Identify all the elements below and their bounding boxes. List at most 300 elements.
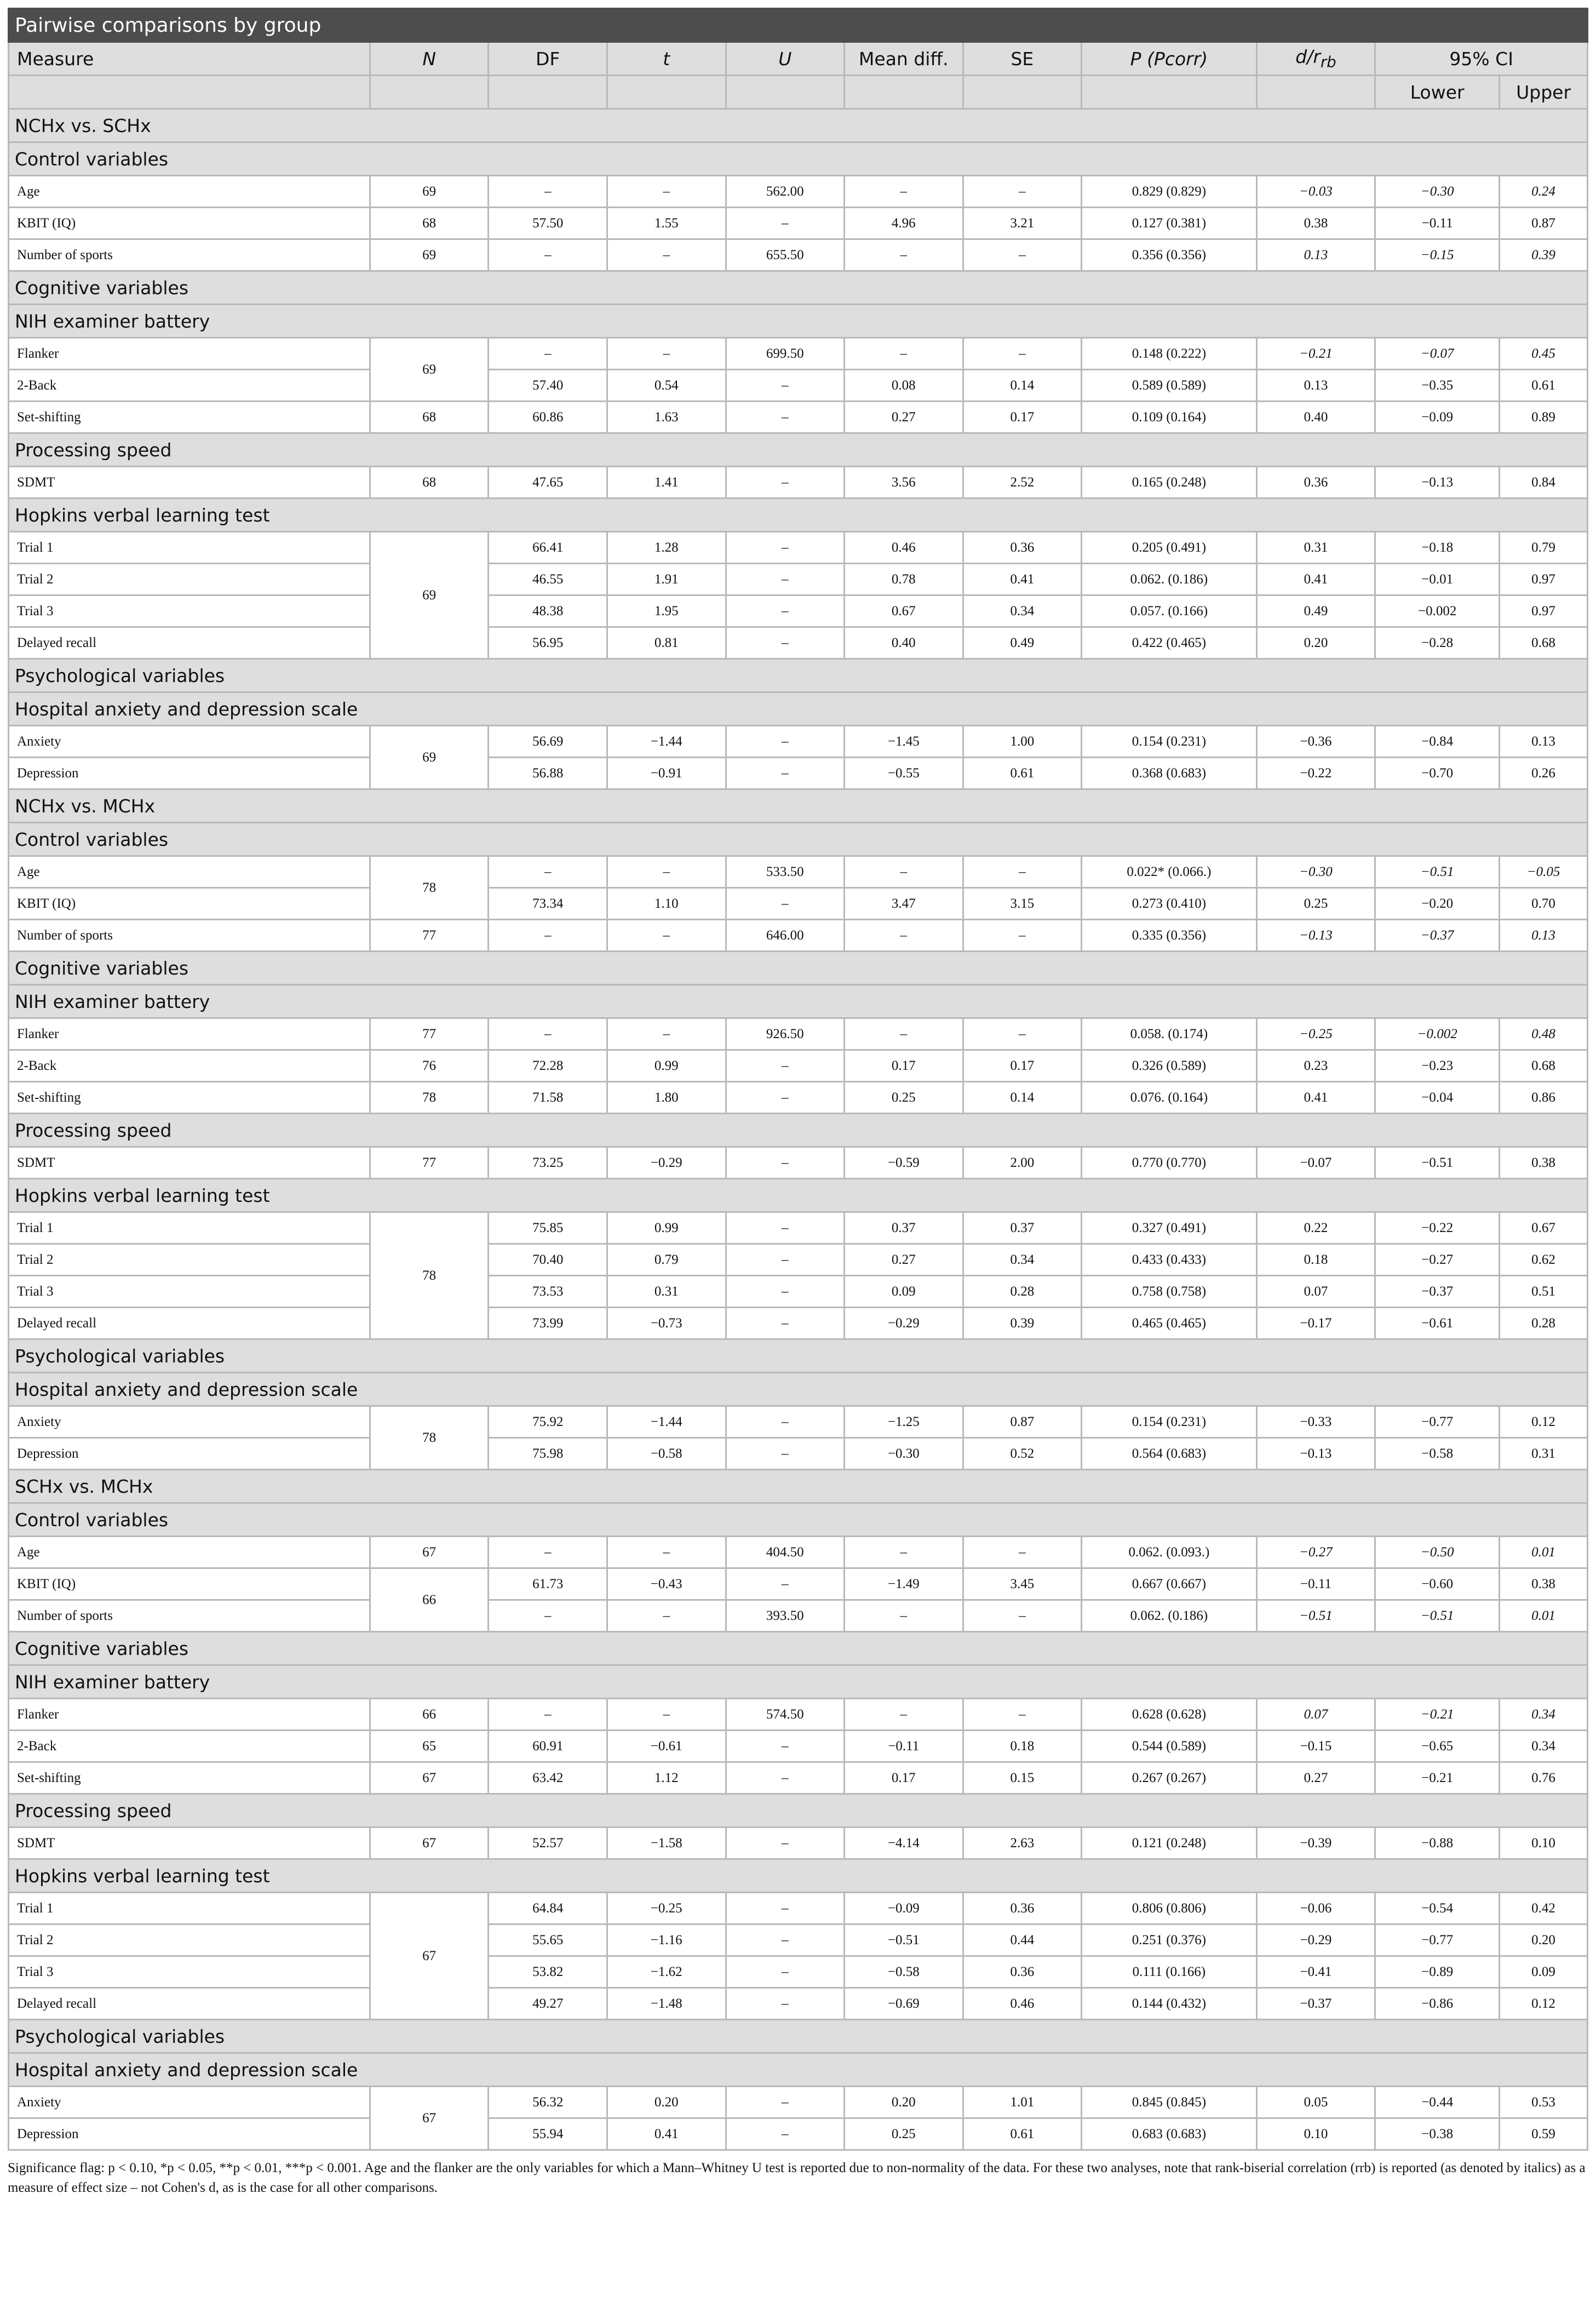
se-cell: 0.41 [963, 564, 1082, 595]
effect-size-cell: 0.10 [1256, 2118, 1375, 2150]
ci-lower-cell: −0.88 [1375, 1827, 1500, 1859]
effect-size-cell: 0.31 [1256, 532, 1375, 564]
mean-diff-cell: 0.17 [845, 1050, 963, 1082]
ci-upper-cell: 0.01 [1500, 1537, 1588, 1568]
t-cell: – [607, 1018, 726, 1050]
header-p: P (Pcorr) [1082, 42, 1257, 76]
header-effect-sub: rb [1320, 53, 1336, 71]
table-row [9, 1699, 1588, 1731]
section-row [9, 1794, 1588, 1827]
table-row [9, 1568, 1588, 1600]
df-cell: 48.38 [489, 595, 607, 627]
ci-lower-cell: −0.07 [1375, 338, 1500, 370]
t-cell: – [607, 1699, 726, 1731]
subheader-blank [963, 76, 1082, 109]
measure-cell: Delayed recall [9, 627, 370, 659]
ci-upper-cell: 0.42 [1500, 1893, 1588, 1924]
measure-cell: Trial 3 [9, 1276, 370, 1308]
t-cell: – [607, 176, 726, 208]
df-cell: 66.41 [489, 532, 607, 564]
measure-cell: 2-Back [9, 370, 370, 402]
se-cell: 0.44 [963, 1924, 1082, 1956]
effect-size-cell: −0.15 [1256, 1731, 1375, 1762]
se-cell: 0.36 [963, 1893, 1082, 1924]
subheader-blank [1256, 76, 1375, 109]
df-cell: 73.53 [489, 1276, 607, 1308]
n-cell: 69 [370, 176, 489, 208]
p-cell: 0.806 (0.806) [1082, 1893, 1257, 1924]
ci-lower-cell: −0.21 [1375, 1699, 1500, 1731]
mean-diff-cell: 0.37 [845, 1212, 963, 1244]
ci-lower-cell: −0.86 [1375, 1988, 1500, 2020]
n-cell: 78 [370, 1406, 489, 1470]
mean-diff-cell: – [845, 239, 963, 271]
effect-size-cell: −0.39 [1256, 1827, 1375, 1859]
df-cell: – [489, 176, 607, 208]
section-row [9, 659, 1588, 692]
section-label: Hospital anxiety and depression scale [9, 2053, 1588, 2087]
section-row [9, 1665, 1588, 1699]
ci-lower-cell: −0.04 [1375, 1082, 1500, 1114]
u-cell: 533.50 [726, 856, 845, 888]
ci-upper-cell: 0.59 [1500, 2118, 1588, 2150]
u-cell: – [726, 1082, 845, 1114]
mean-diff-cell: −0.30 [845, 1438, 963, 1470]
measure-cell: Anxiety [9, 1406, 370, 1438]
section-row [9, 305, 1588, 338]
t-cell: – [607, 920, 726, 952]
subheader-blank [607, 76, 726, 109]
p-cell: 0.589 (0.589) [1082, 370, 1257, 402]
measure-cell: Depression [9, 1438, 370, 1470]
u-cell: 404.50 [726, 1537, 845, 1568]
section-label: Psychological variables [9, 659, 1588, 692]
section-label: Processing speed [9, 433, 1588, 467]
se-cell: 0.14 [963, 1082, 1082, 1114]
table-row [9, 758, 1588, 789]
t-cell: 0.20 [607, 2087, 726, 2118]
section-label: NIH examiner battery [9, 985, 1588, 1018]
header-u: U [726, 42, 845, 76]
ci-lower-cell: −0.50 [1375, 1537, 1500, 1568]
section-label: Hopkins verbal learning test [9, 1859, 1588, 1893]
ci-lower-cell: −0.60 [1375, 1568, 1500, 1600]
u-cell: 655.50 [726, 239, 845, 271]
se-cell: 0.36 [963, 1956, 1082, 1988]
t-cell: −1.62 [607, 1956, 726, 1988]
se-cell: 1.00 [963, 726, 1082, 758]
ci-lower-cell: −0.51 [1375, 856, 1500, 888]
table-row [9, 1893, 1588, 1924]
se-cell: 0.61 [963, 758, 1082, 789]
table-row [9, 338, 1588, 370]
section-row [9, 952, 1588, 985]
se-cell: 0.87 [963, 1406, 1082, 1438]
header-se: SE [963, 42, 1082, 76]
u-cell: – [726, 1406, 845, 1438]
n-cell: 69 [370, 338, 489, 402]
t-cell: 0.54 [607, 370, 726, 402]
u-cell: – [726, 1276, 845, 1308]
p-cell: 0.683 (0.683) [1082, 2118, 1257, 2150]
mean-diff-cell: – [845, 338, 963, 370]
ci-upper-cell: 0.20 [1500, 1924, 1588, 1956]
t-cell: 0.31 [607, 1276, 726, 1308]
t-cell: −0.58 [607, 1438, 726, 1470]
t-cell: – [607, 338, 726, 370]
t-cell: 1.12 [607, 1762, 726, 1794]
u-cell: – [726, 2087, 845, 2118]
effect-size-cell: 0.13 [1256, 239, 1375, 271]
df-cell: 57.40 [489, 370, 607, 402]
se-cell: 0.15 [963, 1762, 1082, 1794]
subheader-blank [9, 76, 370, 109]
t-cell: 1.95 [607, 595, 726, 627]
subheader-row [9, 76, 1588, 109]
ci-upper-cell: 0.70 [1500, 888, 1588, 920]
section-label: Hospital anxiety and depression scale [9, 1373, 1588, 1406]
mean-diff-cell: 0.17 [845, 1762, 963, 1794]
u-cell: – [726, 1308, 845, 1339]
ci-lower-cell: −0.28 [1375, 627, 1500, 659]
measure-cell: Number of sports [9, 239, 370, 271]
n-cell: 66 [370, 1568, 489, 1632]
effect-size-cell: −0.33 [1256, 1406, 1375, 1438]
section-label: Psychological variables [9, 2020, 1588, 2053]
t-cell: −1.44 [607, 1406, 726, 1438]
u-cell: – [726, 1147, 845, 1179]
n-cell: 67 [370, 1827, 489, 1859]
measure-cell: SDMT [9, 467, 370, 499]
se-cell: – [963, 1537, 1082, 1568]
measure-cell: Trial 3 [9, 1956, 370, 1988]
section-row [9, 692, 1588, 726]
df-cell: 55.65 [489, 1924, 607, 1956]
subheader-blank [845, 76, 963, 109]
section-row [9, 1859, 1588, 1893]
mean-diff-cell: – [845, 1018, 963, 1050]
ci-lower-cell: −0.20 [1375, 888, 1500, 920]
se-cell: – [963, 920, 1082, 952]
ci-lower-cell: −0.18 [1375, 532, 1500, 564]
section-row [9, 499, 1588, 532]
mean-diff-cell: 4.96 [845, 208, 963, 239]
section-row [9, 2020, 1588, 2053]
section-label: Processing speed [9, 1794, 1588, 1827]
ci-upper-cell: 0.53 [1500, 2087, 1588, 2118]
n-cell: 77 [370, 1018, 489, 1050]
header-ci-upper: Upper [1500, 76, 1588, 109]
se-cell: 0.36 [963, 532, 1082, 564]
ci-lower-cell: −0.21 [1375, 1762, 1500, 1794]
mean-diff-cell: 0.25 [845, 2118, 963, 2150]
table-row [9, 532, 1588, 564]
t-cell: −0.25 [607, 1893, 726, 1924]
n-cell: 78 [370, 1082, 489, 1114]
section-label: Control variables [9, 823, 1588, 856]
header-ci-lower: Lower [1375, 76, 1500, 109]
effect-size-cell: −0.36 [1256, 726, 1375, 758]
t-cell: −1.44 [607, 726, 726, 758]
ci-upper-cell: 0.48 [1500, 1018, 1588, 1050]
p-cell: 0.368 (0.683) [1082, 758, 1257, 789]
section-label: Hopkins verbal learning test [9, 1179, 1588, 1212]
table-row [9, 1827, 1588, 1859]
n-cell: 78 [370, 1212, 489, 1339]
u-cell: – [726, 1731, 845, 1762]
u-cell: 646.00 [726, 920, 845, 952]
p-cell: 0.564 (0.683) [1082, 1438, 1257, 1470]
section-label: NIH examiner battery [9, 1665, 1588, 1699]
t-cell: 1.80 [607, 1082, 726, 1114]
ci-lower-cell: −0.61 [1375, 1308, 1500, 1339]
n-cell: 67 [370, 2087, 489, 2150]
n-cell: 77 [370, 920, 489, 952]
ci-lower-cell: −0.15 [1375, 239, 1500, 271]
table-title-row [9, 9, 1588, 42]
p-cell: 0.770 (0.770) [1082, 1147, 1257, 1179]
p-cell: 0.267 (0.267) [1082, 1762, 1257, 1794]
ci-upper-cell: 0.62 [1500, 1244, 1588, 1276]
se-cell: 0.18 [963, 1731, 1082, 1762]
t-cell: 1.10 [607, 888, 726, 920]
table-row [9, 2087, 1588, 2118]
section-label: Processing speed [9, 1114, 1588, 1147]
mean-diff-cell: −0.58 [845, 1956, 963, 1988]
t-cell: 1.41 [607, 467, 726, 499]
u-cell: – [726, 1568, 845, 1600]
header-t: t [607, 42, 726, 76]
table-row [9, 1537, 1588, 1568]
ci-lower-cell: −0.30 [1375, 176, 1500, 208]
ci-upper-cell: 0.34 [1500, 1699, 1588, 1731]
section-label: Hopkins verbal learning test [9, 499, 1588, 532]
section-row [9, 789, 1588, 823]
mean-diff-cell: 0.25 [845, 1082, 963, 1114]
u-cell: 574.50 [726, 1699, 845, 1731]
subheader-blank [726, 76, 845, 109]
p-cell: 0.148 (0.222) [1082, 338, 1257, 370]
mean-diff-cell: – [845, 176, 963, 208]
ci-upper-cell: 0.01 [1500, 1600, 1588, 1632]
df-cell: 57.50 [489, 208, 607, 239]
mean-diff-cell: 0.27 [845, 402, 963, 433]
effect-size-cell: 0.07 [1256, 1699, 1375, 1731]
mean-diff-cell: – [845, 1699, 963, 1731]
effect-size-cell: −0.27 [1256, 1537, 1375, 1568]
subheader-blank [1082, 76, 1257, 109]
t-cell: – [607, 1537, 726, 1568]
p-cell: 0.845 (0.845) [1082, 2087, 1257, 2118]
effect-size-cell: −0.13 [1256, 920, 1375, 952]
ci-upper-cell: 0.76 [1500, 1762, 1588, 1794]
measure-cell: Flanker [9, 1699, 370, 1731]
section-row [9, 985, 1588, 1018]
table-row [9, 1050, 1588, 1082]
df-cell: – [489, 856, 607, 888]
table-row [9, 1212, 1588, 1244]
ci-lower-cell: −0.09 [1375, 402, 1500, 433]
ci-upper-cell: 0.97 [1500, 595, 1588, 627]
table-row [9, 1438, 1588, 1470]
t-cell: 0.79 [607, 1244, 726, 1276]
section-label: Cognitive variables [9, 952, 1588, 985]
ci-upper-cell: 0.28 [1500, 1308, 1588, 1339]
table-row [9, 1924, 1588, 1956]
p-cell: 0.327 (0.491) [1082, 1212, 1257, 1244]
u-cell: – [726, 2118, 845, 2150]
mean-diff-cell: −4.14 [845, 1827, 963, 1859]
p-cell: 0.121 (0.248) [1082, 1827, 1257, 1859]
n-cell: 68 [370, 402, 489, 433]
se-cell: – [963, 1600, 1082, 1632]
mean-diff-cell: −0.09 [845, 1893, 963, 1924]
ci-upper-cell: 0.67 [1500, 1212, 1588, 1244]
mean-diff-cell: −0.51 [845, 1924, 963, 1956]
ci-upper-cell: 0.84 [1500, 467, 1588, 499]
df-cell: 75.85 [489, 1212, 607, 1244]
ci-upper-cell: 0.51 [1500, 1276, 1588, 1308]
section-row [9, 142, 1588, 176]
section-row [9, 1373, 1588, 1406]
effect-size-cell: 0.49 [1256, 595, 1375, 627]
df-cell: – [489, 920, 607, 952]
section-label: NIH examiner battery [9, 305, 1588, 338]
n-cell: 67 [370, 1762, 489, 1794]
n-cell: 77 [370, 1147, 489, 1179]
section-row [9, 1470, 1588, 1503]
ci-lower-cell: −0.58 [1375, 1438, 1500, 1470]
table-row [9, 856, 1588, 888]
se-cell: – [963, 338, 1082, 370]
effect-size-cell: 0.22 [1256, 1212, 1375, 1244]
ci-lower-cell: −0.002 [1375, 1018, 1500, 1050]
u-cell: – [726, 1244, 845, 1276]
table-row [9, 1276, 1588, 1308]
df-cell: 63.42 [489, 1762, 607, 1794]
se-cell: – [963, 239, 1082, 271]
ci-upper-cell: 0.86 [1500, 1082, 1588, 1114]
u-cell: – [726, 726, 845, 758]
ci-lower-cell: −0.54 [1375, 1893, 1500, 1924]
u-cell: 562.00 [726, 176, 845, 208]
p-cell: 0.154 (0.231) [1082, 726, 1257, 758]
se-cell: 2.00 [963, 1147, 1082, 1179]
section-row [9, 109, 1588, 142]
measure-cell: Trial 1 [9, 1212, 370, 1244]
measure-cell: Number of sports [9, 1600, 370, 1632]
ci-upper-cell: 0.89 [1500, 402, 1588, 433]
t-cell: 0.81 [607, 627, 726, 659]
se-cell: 3.21 [963, 208, 1082, 239]
ci-upper-cell: 0.38 [1500, 1568, 1588, 1600]
measure-cell: Trial 2 [9, 564, 370, 595]
ci-lower-cell: −0.51 [1375, 1600, 1500, 1632]
u-cell: – [726, 1212, 845, 1244]
p-cell: 0.433 (0.433) [1082, 1244, 1257, 1276]
pairwise-comparisons-table [8, 8, 1588, 2151]
p-cell: 0.758 (0.758) [1082, 1276, 1257, 1308]
n-cell: 78 [370, 856, 489, 920]
p-cell: 0.335 (0.356) [1082, 920, 1257, 952]
t-cell: −0.73 [607, 1308, 726, 1339]
mean-diff-cell: −0.69 [845, 1988, 963, 2020]
ci-lower-cell: −0.77 [1375, 1406, 1500, 1438]
ci-lower-cell: −0.22 [1375, 1212, 1500, 1244]
table-row [9, 627, 1588, 659]
ci-upper-cell: 0.12 [1500, 1406, 1588, 1438]
effect-size-cell: −0.17 [1256, 1308, 1375, 1339]
section-label: NCHx vs. SCHx [9, 109, 1588, 142]
measure-cell: Delayed recall [9, 1308, 370, 1339]
p-cell: 0.109 (0.164) [1082, 402, 1257, 433]
u-cell: – [726, 402, 845, 433]
n-cell: 68 [370, 467, 489, 499]
ci-lower-cell: −0.37 [1375, 920, 1500, 952]
measure-cell: SDMT [9, 1827, 370, 1859]
section-row [9, 2053, 1588, 2087]
measure-cell: Flanker [9, 338, 370, 370]
measure-cell: Age [9, 1537, 370, 1568]
table-row [9, 1762, 1588, 1794]
p-cell: 0.057. (0.166) [1082, 595, 1257, 627]
effect-size-cell: 0.36 [1256, 467, 1375, 499]
se-cell: 0.17 [963, 1050, 1082, 1082]
effect-size-cell: 0.07 [1256, 1276, 1375, 1308]
table-row [9, 1244, 1588, 1276]
se-cell: – [963, 1699, 1082, 1731]
ci-lower-cell: −0.84 [1375, 726, 1500, 758]
effect-size-cell: −0.37 [1256, 1988, 1375, 2020]
se-cell: 0.61 [963, 2118, 1082, 2150]
table-row [9, 888, 1588, 920]
df-cell: – [489, 239, 607, 271]
table-row [9, 176, 1588, 208]
se-cell: 1.01 [963, 2087, 1082, 2118]
table-row [9, 402, 1588, 433]
mean-diff-cell: −0.11 [845, 1731, 963, 1762]
effect-size-cell: −0.51 [1256, 1600, 1375, 1632]
u-cell: – [726, 564, 845, 595]
p-cell: 0.058. (0.174) [1082, 1018, 1257, 1050]
df-cell: 55.94 [489, 2118, 607, 2150]
ci-lower-cell: −0.002 [1375, 595, 1500, 627]
se-cell: 0.14 [963, 370, 1082, 402]
effect-size-cell: −0.13 [1256, 1438, 1375, 1470]
section-row [9, 1632, 1588, 1665]
section-row [9, 1179, 1588, 1212]
t-cell: – [607, 239, 726, 271]
effect-size-cell: 0.13 [1256, 370, 1375, 402]
mean-diff-cell: 0.78 [845, 564, 963, 595]
se-cell: 0.37 [963, 1212, 1082, 1244]
measure-cell: Trial 2 [9, 1924, 370, 1956]
ci-lower-cell: −0.27 [1375, 1244, 1500, 1276]
table-title: Pairwise comparisons by group [9, 9, 1588, 42]
effect-size-cell: 0.18 [1256, 1244, 1375, 1276]
p-cell: 0.544 (0.589) [1082, 1731, 1257, 1762]
u-cell: – [726, 1050, 845, 1082]
table-row [9, 1406, 1588, 1438]
ci-upper-cell: 0.13 [1500, 726, 1588, 758]
ci-upper-cell: 0.24 [1500, 176, 1588, 208]
effect-size-cell: −0.11 [1256, 1568, 1375, 1600]
p-cell: 0.326 (0.589) [1082, 1050, 1257, 1082]
mean-diff-cell: 0.46 [845, 532, 963, 564]
measure-cell: Flanker [9, 1018, 370, 1050]
t-cell: −0.91 [607, 758, 726, 789]
table-row [9, 239, 1588, 271]
